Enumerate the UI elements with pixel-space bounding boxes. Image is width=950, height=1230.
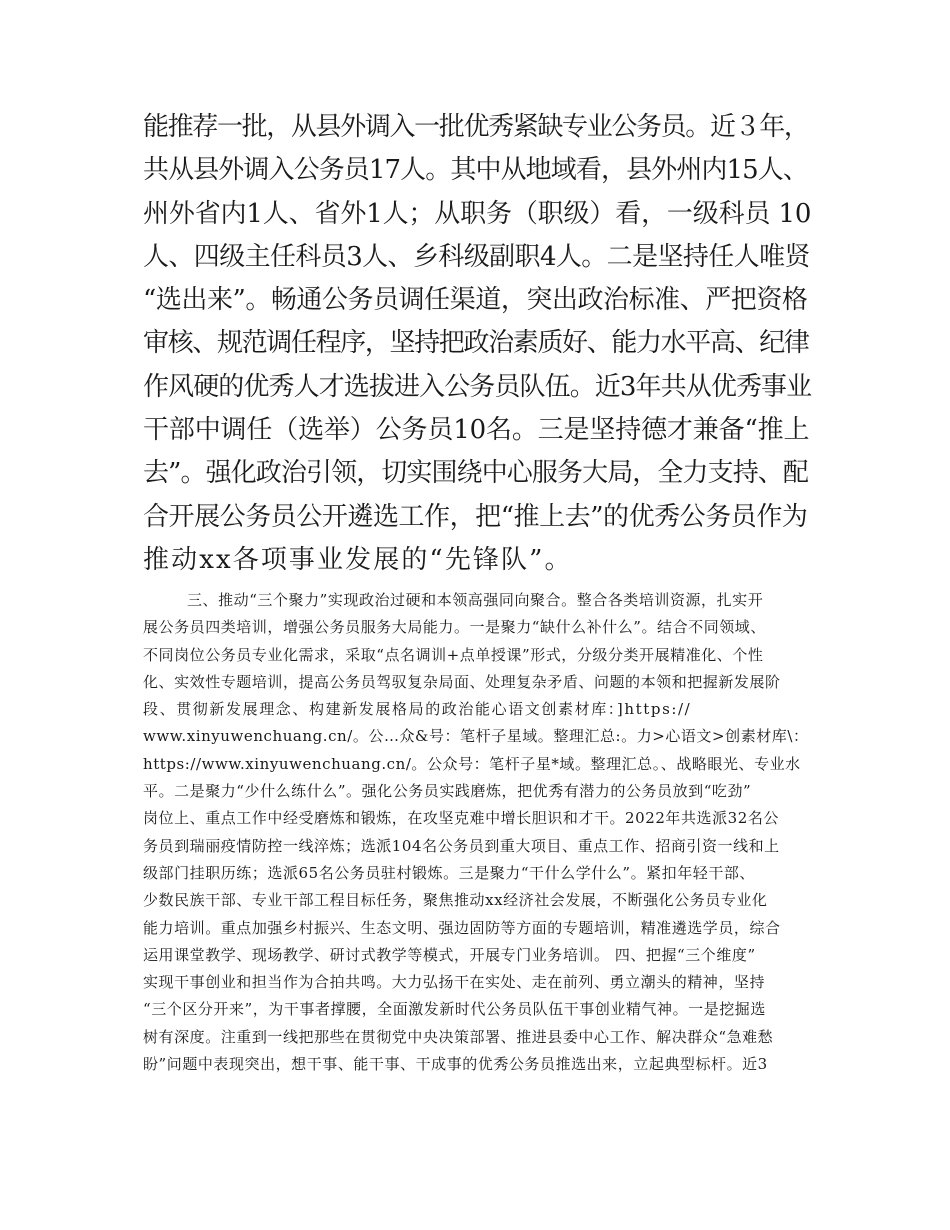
paragraph-line: 共从县外调入公务员17人。其中从地域看，县外州内15人、 xyxy=(143,155,808,186)
paragraph-line: 推动xx各项事业发展的“先锋队”。 xyxy=(143,544,573,575)
paragraph-line: “三个区分开来”，为干事者撑腰，全面激发新时代公务员队伍干事创业精气神。一是挖掘选 xyxy=(143,1000,766,1019)
large-text-paragraph xyxy=(143,106,811,582)
paragraph-line: 合开展公务员公开遴选工作，把“推上去”的优秀公务员作为 xyxy=(143,501,808,532)
paragraph-line: 盼”问题中表现突出，想干事、能干事、干成事的优秀公务员推选出来，立起典型标杆。近3 xyxy=(143,1055,768,1074)
paragraph-line: 能力培训。重点加强乡村振兴、生态文明、强边固防等方面的专题培训，精准遴选学员，综合 xyxy=(143,918,781,937)
paragraph-line: 树有深度。注重到一线把那些在贯彻党中央决策部署、推进县委中心工作、解决群众“急难愁 xyxy=(143,1027,774,1046)
paragraph-line: 三、推动“三个聚力”实现政治过硬和本领高强同向聚合。整合各类培训资源，扎实开 xyxy=(187,591,764,609)
paragraph-line: 级部门挂职历练；选派65名公务员驻村锻炼。三是聚力“干什么学什么”。紧扣年轻干部、 xyxy=(143,863,755,882)
paragraph-line: 务员到瑞丽疫情防控一线淬炼；选派104名公务员到重大项目、重点工作、招商引资一线和上 xyxy=(143,836,780,855)
paragraph-line: 运用课堂教学、现场教学、研讨式教学等模式，开展专门业务培训。 四、把握“三个维度” xyxy=(143,945,756,964)
paragraph-line: 段、贯彻新发展理念、构建新发展格局的政治能心语文创素材库：]https:// xyxy=(143,700,692,719)
paragraph-line: 去”。强化政治引领，切实围绕中心服务大局，全力支持、配 xyxy=(143,458,808,489)
paragraph-line: 平。二是聚力“少什么练什么”。强化公务员实践磨炼，把优秀有潜力的公务员放到“吃劲” xyxy=(143,782,752,801)
paragraph-line: 展公务员四类培训，增强公务员服务大局能力。一是聚力“缺什么补什么”。结合不同领域、 xyxy=(143,618,766,637)
paragraph-line: 实现干事创业和担当作为合拍共鸣。大力弘扬干在实处、走在前列、勇立潮头的精神，坚持 xyxy=(143,973,766,992)
paragraph-line: 干部中调任（选举）公务员10名。三是坚持德才兼备“推上 xyxy=(143,415,810,446)
small-text-paragraph xyxy=(143,587,815,1078)
paragraph-line: 岗位上、重点工作中经受磨炼和锻炼，在攻坚克难中增长胆识和才干。2022年共选派32名公 xyxy=(143,809,779,828)
paragraph-line: 化、实效性专题培训，提高公务员驾驭复杂局面、处理复杂矛盾、问题的本领和把握新发展阶 xyxy=(143,672,781,691)
paragraph-line: 作风硬的优秀人才选拔进入公务员队伍。近3年共从优秀事业 xyxy=(143,371,812,402)
paragraph-line: 人、四级主任科员3人、乡科级副职4人。二是坚持任人唯贤 xyxy=(143,241,810,272)
paragraph-line: 少数民族干部、专业干部工程目标任务，聚焦推动xx经济社会发展，不断强化公务员专业化 xyxy=(143,891,768,910)
paragraph-line: 能推荐一批，从县外调入一批优秀紧缺专业公务员。近３年， xyxy=(143,112,809,142)
paragraph-line: 州外省内1人、省外1人；从职务（职级）看，一级科员 10 xyxy=(143,198,812,229)
paragraph-line: 不同岗位公务员专业化需求，采取“点名调训+点单授课”形式，分级分类开展精准化、个性 xyxy=(143,645,764,664)
paragraph-line: https://www.xinyuwenchuang.cn/。公众号：笔杆子星*域。整理汇总。、战略眼光、专业水 xyxy=(143,754,801,773)
paragraph-line: 审核、规范调任程序，坚持把政治素质好、能力水平高、纪律 xyxy=(143,328,809,359)
paragraph-line: www.xinyuwenchuang.cn/。公…众&号：笔杆子星域。整理汇总:。力>心语文>创素材库\： xyxy=(143,727,809,746)
paragraph-line: “选出来”。畅通公务员调任渠道，突出政治标准、严把资格 xyxy=(143,285,808,316)
